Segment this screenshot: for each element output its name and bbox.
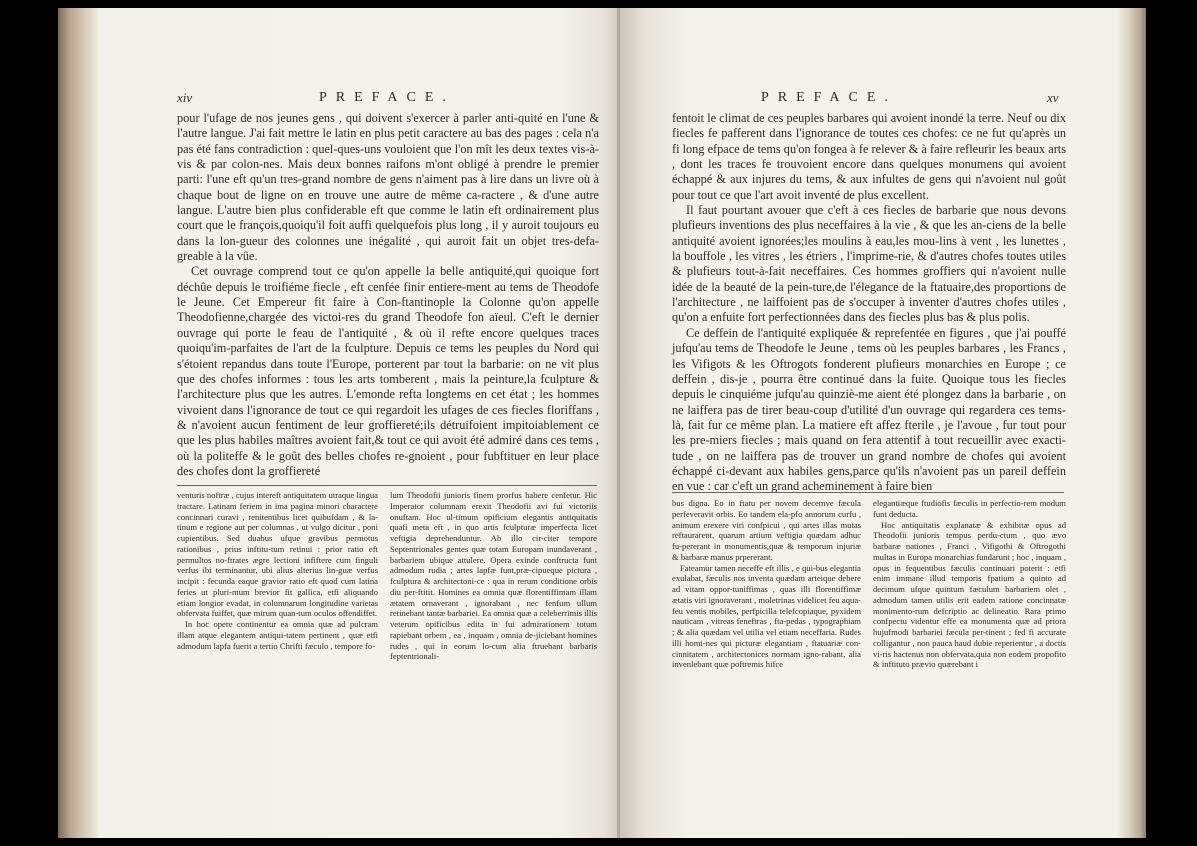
left-notes-column-2 (390, 490, 597, 662)
right-paragraph-3: Ce deffein de l'antiquité expliquée & reprefentée en figures , que j'ai pouffé jufqu'au tems de Theodofe le Jeune , tems où les peuples barbares , les Francs , les Vifigots & les Oftrogots fonderent plufieurs monarchies en Europe ; ce deffein , dis-je , pourra être continué dans la fuite. Quoique tous les fiecles depuis le cinquiéme jufqu'au quinziè-me aient été plongez dans la barbarie , on ne laiffera pas de tirer beau-coup d'utilité d'un ouvrage qui regardera ces tems-là, fait fur ce même plan. La matiere eft affez fterile , je l'avoue , fur tout pour les pre-miers fiecles ; mais quand on fera attentif à tout recueillir avec exacti-tude , on ne laiffera pas de trouver un grand nombre de chofes qui avoient échappé ci-devant aux habiles gens,parce qu'ils n'avoient pas un pareil deffein en vue : car c'eft un grand acheminement à faire bien (672, 325, 1066, 494)
left-running-head: PREFACE. (319, 90, 455, 105)
left-note-para-3: lum Theodofii junioris finem prorfus habere cenfetur. Hic Imperator columnam erexit Theodofii avi fui victoriis onuftam. Hoc ul-timum opificium elegantis antiquitatis quafi meta eft , in quo artis fculpturæ imperfecta licet veftigia deprehenduntur. Ab illo cir-citer tempore Septentrionales gentes quæ totam Europam inundaverant , barbariem ubique attulere. Opera exinde conftructa funt admodum rudia ; artes lapfæ funt,præ-cipueque pictura , fculptura & architectoni-ce : qua in rerum conditione orbis diu per-ftitit. Homines ea omnia quæ florentiffimam illam ætatem ornaverant , ignorabant , nec fenfum ullum retinebant tantæ barbariei. Ea omnia quæ a celeberrimis illis veterum opificibus edita in fui admirationem totum rapiebant orbem , ea , inquam , omnia de-jiciebant homines rudes , qui in eorum lo-cum alia ftruebant barbaris feptentrionali- (390, 490, 597, 662)
right-notes-column-2 (873, 498, 1066, 670)
left-main-text (177, 111, 599, 479)
right-note-para-3: elegantiæque ftudiofis fæculis in perfectio-rem modum funt deducta. (873, 498, 1066, 519)
left-footnote-rule (177, 485, 597, 486)
left-note-para-2: In hoc opere continentur ea omnia quæ ad pulcram illam atque elegantem antiqui-tatem pertinent , quæ etfi admodum lapfa fuerit a tertio Chrifti fæculo , tempore fo- (177, 619, 378, 651)
left-note-para-1: venturis noftræ , cujus intereft antiquitatem utraque lingua tractare. Latinam feriem in ima pagina minori charactere concinnari curavi , renitentibus licet quibufdam , & la-tinum e regione aut per columnas , ut vulgo dicitur , poni cupientibus. Sed duabus ufque gravibus permotus rationibus , prius inftitu-tum retinui : prior ratio eft permultos no-ftrates ægre lectioni infiftere cum finguli verfus ibi terminantur, ubi alius alterius lin-guæ verfus incipit : fecunda eaque gravior ratio eft quod cum latina feries ut pluri-mum brevior fit gallica, etfi aliquando etiam longior evadat, in columnarum longitudine varietas obfervata fuiffet, quæ mirum quan-tum oculos offendiffet. (177, 490, 378, 619)
right-footnote-rule (672, 492, 1064, 493)
right-page (620, 8, 1118, 838)
page-edges-right (1118, 8, 1146, 838)
left-page-number: xiv (177, 90, 193, 105)
right-page-number: xv (1047, 90, 1059, 105)
right-note-para-4: Hoc antiquitatis explanatæ & exhibitæ opus ad Theodofii junioris tempus perdu-ctum , quo ævo barbaræ nationes , Franci , Vifigothi & Oftrogothi multas in Europa monarchias fundarunt ; hoc , inquam , opus in fequentibus fæculis continuari poterit : etfi enim immane illud temporis fpatium a quinto ad decimum ufque quintum fæculum barbariem olet , admodum tamen utilis erit eadem ratione concinnatæ monimento-rum defcriptio ac delineatio. Rara primo confpectu videntur effe ea monumenta quæ ad priora hujufmodi barbariei fæcula per-tinent ; fed fi accurate colligantur , non pauca haud dubie reperientur , a doctis vi-ris hactenus non obfervata,quia non eodem propofito & inftituto prævio quærebant i (873, 519, 1066, 670)
right-main-text (672, 111, 1066, 495)
right-running-head: PREFACE. (761, 90, 897, 105)
right-note-para-1: bus digna. Eo in ftatu per novem decemve fæcula perfeveravit orbis. Eo tandem ela-pfo annorum curfu , animum erexere viri confpicui , qui artes illas mutas reftaurarent, quarum artium veftigia quædam adhuc fu-pererant in monumentis,quæ & temporum injuriæ & barbaræ manus prpererant. (672, 498, 861, 562)
right-note-para-2: Fateamur tamen neceffe eft illis , e qui-bus elegantia exulabat, fæculis nos inventa quædam arteique debere ad vitam oppor-tuniffimas , quas illi florentiffimæ ætatis viri ignoraverant , moletrinas videlicet feu aqua-feu ventis mobiles, perfpicilla telefcopiaque, pyxidem nauticam , vitreas feneftras , fta-pedas , typographiam ; & alia quædam vel utilia vel etiam neceffaria. Rudes illi homi-nes qui picturæ elegantiam , ftatuariæ con-cinnitatem , architectonices normam igno-rabant, alia invenlebant quæ poftremis hifce (672, 562, 861, 670)
left-notes-column-1 (177, 490, 378, 651)
right-paragraph-2: Il faut pourtant avouer que c'eft à ces fiecles de barbarie que nous devons plufieurs inventions des plus neceffaires à la vie , & que les an-ciens de la belle antiquité avoient ignorées;les moulins à eau,les mou-lins à vent , les lunettes , la bouffole , les vitres , les étriers , l'imprime-rie, & d'autres chofes toutes utiles & plufieurs tout-à-fait neceffaires. Ces hommes groffiers qui n'avoient nulle idée de la beauté de la pein-ture,de l'élegance de la ftatuaire,des proportions de l'architecture , ne laiffoient pas de s'occuper à inventer d'autres chofes utiles , qu'on a enfuite fort perfectionnées dans des fiecles plus bas & plus polis. (672, 203, 1066, 325)
right-paragraph-1: fentoit le climat de ces peuples barbares qui avoient inondé la terre. Neuf ou dix fiecles fe pafferent dans l'ignorance de toutes ces chofes: ce ne fut qu'après un fi long efpace de tems qu'on fongea à fe relever & à faire refleurir les beaux arts , dont les traces fe trouvoient encore dans quelques monumens qui avoient échappé & aux injures du tems, & aux infultes de gens qui n'avoient nul goût pour tout ce que l'art avoit inventé de plus excellent. (672, 111, 1066, 202)
left-paragraph-1: pour l'ufage de nos jeunes gens , qui doivent s'exercer à parler anti-quité en l'une & l'autre langue. J'ai fait mettre le latin en plus petit caractere au bas des pages : cela n'a pas été fans contradiction : quel-ques-uns vouloient que l'on mît les deux textes vis-à-vis & par colon-nes. Mais deux bonnes raifons m'ont obligé à prendre le premier parti: l'une eft qu'un tres-grand nombre de gens n'aiment pas à lire dans un livre où à chaque bout de ligne on en trouve une autre de même ca-ractere , & d'une autre langue. L'autre bien plus confiderable eft que comme le latin eft ordinairement plus court que le françois,quoiqu'il foit auffi quelquefois plus long , il y auroit toujours eu dans la lon-gueur des colonnes une inégalité , qui auroit fait un objet tres-defa-greable à la vûe. (177, 111, 599, 264)
page-edges-left (58, 8, 98, 838)
open-book (58, 8, 1146, 838)
left-paragraph-2: Cet ouvrage comprend tout ce qu'on appelle la belle antiquité,qui quoique fort déchûe depuis le troifiéme fiecle , eft cenfée finir entiere-ment au tems de Theodofe le Jeune. Cet Empereur fit faire à Con-ftantinople la Colonne qu'on appelle Theodofienne,chargée des victoi-res du grand Theodofe fon aïeul. C'eft le dernier ouvrage qui porte le feau de l'antiquité , & où il refte encore quelques traces quoiqu'im-parfaites de l'art de la fculpture. Depuis ce tems les peuples du Nord qui s'étoient repandus dans toute l'Europe, porterent par tout la barbarie: on ne vit plus que des chofes informes : tous les arts tomberent , mais la peinture,la fculpture & l'architecture plus que les autres. L'emonde refta longtems en cet état ; les hommes vivoient dans l'ignorance de tout ce qui regardoit les ufages de ces fiecles floriffans , & n'avoient aucun fentiment de leur groffiereté;ils détruifoient impitoiablement ce que les plus habiles maîtres avoient fait,& tout ce qui avoit été admiré dans ces tems , où la politeffe & le goût des belles chofes re-gnoient , pour fubftituer en leur place des chofes dont la groffiereté (177, 264, 599, 478)
right-notes-column-1 (672, 498, 861, 670)
left-page (98, 8, 620, 838)
